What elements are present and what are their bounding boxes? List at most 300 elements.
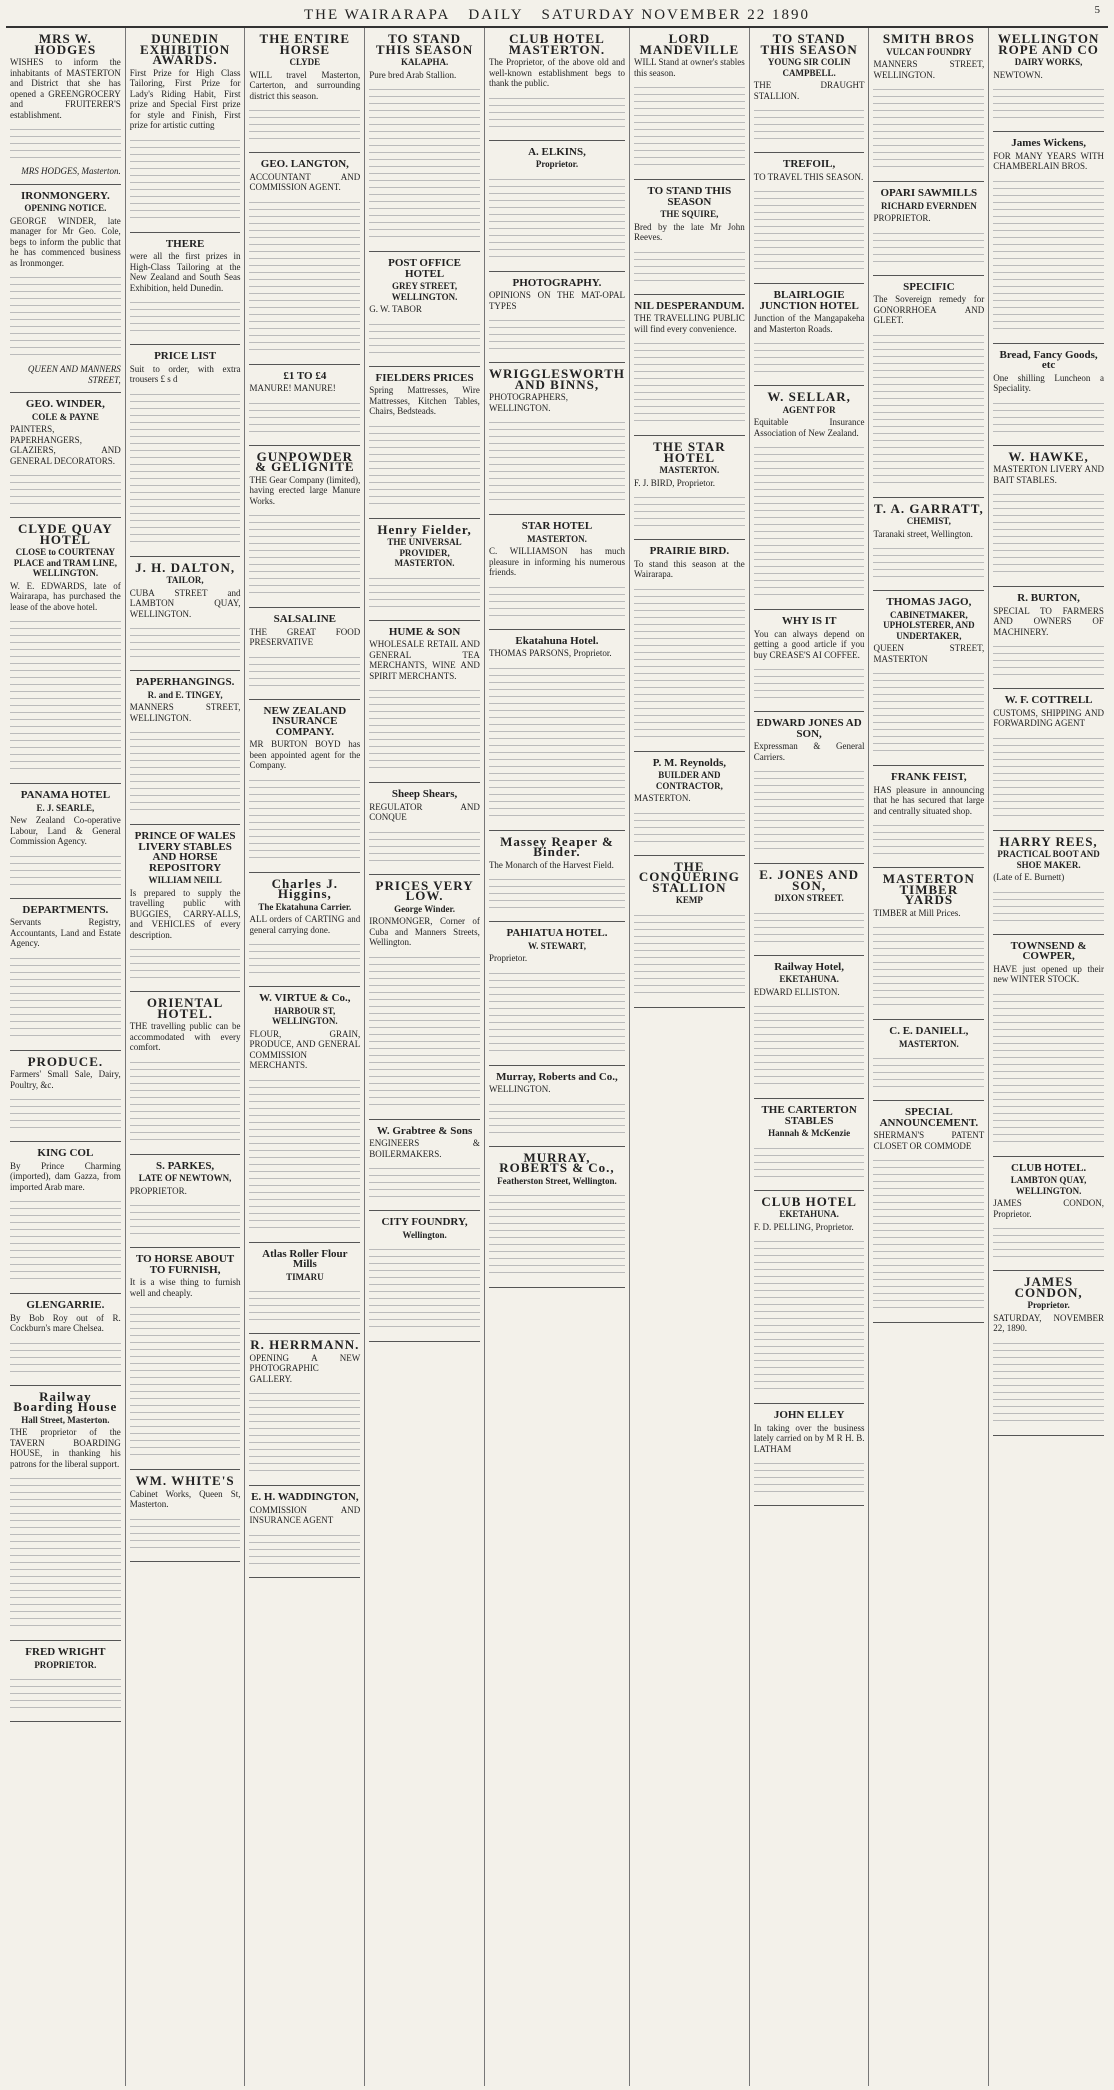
ad-subtitle: CLYDE bbox=[289, 57, 321, 67]
ad-subtitle: KALAPHA. bbox=[400, 57, 449, 67]
ad-body: TO TRAVEL THIS SEASON. bbox=[753, 171, 864, 182]
advertisement bbox=[993, 28, 1104, 132]
ad-title: CLYDE QUAY HOTEL bbox=[18, 521, 113, 547]
advertisement bbox=[489, 831, 625, 923]
ad-text-block bbox=[10, 850, 121, 890]
advertisement bbox=[369, 621, 480, 784]
ad-subtitle: MASTERTON. bbox=[898, 1038, 959, 1049]
ad-text-block bbox=[993, 640, 1104, 680]
advertisement bbox=[634, 28, 745, 180]
advertisement bbox=[873, 1101, 984, 1323]
ad-title: Ekatahuna Hotel. bbox=[515, 634, 599, 647]
advertisement bbox=[634, 436, 745, 540]
advertisement bbox=[10, 1142, 121, 1294]
ad-body: OPENING A NEW PHOTOGRAPHIC GALLERY. bbox=[249, 1352, 361, 1384]
ad-text-block bbox=[130, 943, 241, 983]
ad-title: GUNPOWDER & GELIGNITE bbox=[255, 448, 355, 474]
ad-body: SHERMAN'S PATENT CLOSET OR COMMODE bbox=[873, 1130, 985, 1151]
ad-text-block bbox=[10, 1472, 121, 1632]
ad-body: THOMAS PARSONS, Proprietor. bbox=[488, 648, 612, 658]
ad-title: THE CONQUERING STALLION bbox=[638, 858, 740, 895]
ad-text-block bbox=[754, 663, 865, 703]
advertisement bbox=[489, 630, 625, 831]
ad-body: Is prepared to supply the travelling public with BUGGIES, CARRY-ALLS, and VEHICLES of every description. bbox=[129, 887, 241, 940]
ad-body: CUBA STREET and LAMBTON QUAY, WELLINGTON. bbox=[129, 587, 241, 619]
ad-subtitle: KEMP bbox=[675, 895, 703, 905]
ad-subtitle: CHEMIST, bbox=[906, 516, 951, 526]
ad-title: W. VIRTUE & Co., bbox=[259, 992, 351, 1004]
advertisement bbox=[993, 1157, 1104, 1272]
column-7 bbox=[750, 28, 870, 2086]
ad-title: NIL DESPERANDUM. bbox=[634, 299, 745, 312]
ad-text-block bbox=[249, 104, 360, 144]
ad-body: MR BURTON BOYD has been appointed agent for the Company. bbox=[249, 739, 361, 770]
advertisement bbox=[873, 28, 984, 182]
ad-title: TO STAND THIS SEASON bbox=[647, 185, 732, 208]
advertisement bbox=[993, 1271, 1104, 1436]
ad-title: TO STAND THIS SEASON bbox=[760, 31, 858, 57]
ad-subtitle: VULCAN FOUNDRY bbox=[886, 46, 972, 57]
advertisement bbox=[249, 28, 360, 153]
ad-text-block bbox=[634, 909, 745, 999]
advertisement bbox=[489, 1066, 625, 1147]
ad-title: WHY IS IT bbox=[781, 615, 837, 627]
ad-body: One shilling Luncheon a Speciality. bbox=[993, 372, 1104, 393]
advertisement bbox=[10, 28, 121, 185]
ad-title: MASTERTON TIMBER YARDS bbox=[882, 871, 975, 907]
ad-text-block bbox=[249, 196, 360, 356]
ad-subtitle: Wellington. bbox=[402, 1229, 447, 1240]
ad-body: MANNERS STREET, WELLINGTON. bbox=[873, 59, 985, 80]
ad-text-block bbox=[634, 807, 745, 847]
advertisement bbox=[10, 899, 121, 1051]
ad-subtitle: Hannah & McKenzie bbox=[768, 1128, 851, 1138]
ad-text-block bbox=[249, 397, 360, 437]
ad-text-block bbox=[754, 907, 865, 947]
ad-body: WHOLESALE RETAIL AND GENERAL TEA MERCHANTS, WINE AND SPIRIT MERCHANTS. bbox=[369, 639, 480, 681]
advertisement bbox=[10, 518, 121, 784]
ad-subtitle: GREY STREET, WELLINGTON. bbox=[391, 281, 458, 302]
ad-subtitle: MASTERTON. bbox=[659, 465, 720, 475]
advertisement bbox=[10, 185, 121, 394]
advertisement bbox=[754, 1191, 865, 1405]
advertisement bbox=[993, 132, 1104, 344]
advertisement bbox=[249, 608, 360, 700]
ad-title: W. F. COTTRELL bbox=[1004, 694, 1093, 706]
ad-title: S. PARKES, bbox=[156, 1159, 215, 1172]
ad-title: CLUB HOTEL. bbox=[1010, 1161, 1087, 1174]
ad-subtitle: DIXON STREET. bbox=[774, 893, 844, 903]
advertisement bbox=[130, 345, 241, 557]
ad-title: THERE bbox=[165, 237, 205, 250]
ad-body: COMMISSION AND INSURANCE AGENT bbox=[249, 1504, 361, 1525]
advertisement bbox=[754, 28, 865, 153]
ad-text-block bbox=[130, 134, 241, 224]
advertisement bbox=[369, 519, 480, 621]
ad-title: THE CARTERTON STABLES bbox=[761, 1104, 857, 1127]
ad-text-block bbox=[873, 667, 984, 757]
ad-text-block bbox=[10, 1093, 121, 1133]
advertisement bbox=[130, 1248, 241, 1470]
ad-title: TO HORSE ABOUT TO FURNISH, bbox=[135, 1253, 235, 1276]
column-8 bbox=[869, 28, 989, 2086]
ad-title: MRS W. HODGES bbox=[34, 31, 97, 57]
advertisement bbox=[873, 182, 984, 276]
advertisement bbox=[130, 992, 241, 1155]
ad-text-block bbox=[10, 615, 121, 775]
ad-text-block bbox=[754, 185, 865, 275]
advertisement bbox=[249, 1334, 360, 1486]
ad-title: T. A. GARRATT, bbox=[873, 500, 984, 516]
ad-body: PROPRIETOR. bbox=[873, 213, 931, 223]
ad-subtitle: Hall Street, Masterton. bbox=[21, 1414, 110, 1425]
ad-title: SPECIAL ANNOUNCEMENT. bbox=[879, 1106, 979, 1129]
ad-title: WM. WHITE'S bbox=[135, 1473, 235, 1488]
advertisement bbox=[993, 689, 1104, 831]
ad-body: Expressman & General Carriers. bbox=[753, 741, 865, 762]
ad-text-block bbox=[634, 81, 745, 171]
ad-subtitle: OPENING NOTICE. bbox=[24, 203, 107, 213]
ad-text-block bbox=[10, 271, 121, 361]
advertisement bbox=[249, 987, 360, 1243]
ad-text-block bbox=[10, 123, 121, 163]
advertisement bbox=[754, 610, 865, 712]
ad-title: Railway Hotel, bbox=[774, 960, 844, 973]
ad-text-block bbox=[249, 651, 360, 691]
ad-body: HAS pleasure in announcing that he has secured that large and centrally situated shop. bbox=[873, 784, 985, 816]
ad-body: JAMES CONDON, Proprietor. bbox=[993, 1198, 1104, 1219]
ad-text-block bbox=[249, 509, 360, 599]
ad-title: LORD MANDEVILLE bbox=[639, 31, 740, 57]
ad-subtitle: R. and E. TINGEY, bbox=[147, 689, 223, 700]
column-1 bbox=[6, 28, 126, 2086]
ad-text-block bbox=[130, 296, 241, 336]
ad-title: POST OFFICE HOTEL bbox=[388, 257, 461, 280]
ad-text-block bbox=[249, 1285, 360, 1325]
advertisement bbox=[873, 276, 984, 498]
ad-title: STAR HOTEL bbox=[521, 520, 593, 532]
ad-body: THE travelling public can be accommodated with every comfort. bbox=[129, 1021, 241, 1052]
advertisement bbox=[754, 712, 865, 864]
ad-body: WILL travel Masterton, Carterton, and surrounding district this season. bbox=[249, 69, 361, 101]
advertisement bbox=[993, 831, 1104, 935]
ad-text-block bbox=[130, 1056, 241, 1146]
ad-subtitle: EKETAHUNA. bbox=[779, 1209, 839, 1219]
ad-body: WELLINGTON. bbox=[488, 1084, 551, 1094]
ad-body: WILL Stand at owner's stables this season. bbox=[634, 57, 745, 78]
ad-text-block bbox=[130, 726, 241, 816]
ad-text-block bbox=[249, 774, 360, 864]
ad-text-block bbox=[130, 388, 241, 548]
ad-title: £1 TO £4 bbox=[283, 369, 327, 382]
ad-text-block bbox=[873, 227, 984, 267]
ad-subtitle: AGENT FOR bbox=[782, 404, 836, 415]
ad-title: Railway Boarding House bbox=[13, 1388, 118, 1414]
advertisement bbox=[130, 28, 241, 233]
ad-title: GEO. WINDER, bbox=[25, 398, 105, 410]
advertisement bbox=[873, 766, 984, 868]
advertisement bbox=[754, 1404, 865, 1506]
advertisement bbox=[130, 825, 241, 992]
ad-text-block bbox=[369, 951, 480, 1111]
ad-body: REGULATOR AND CONQUE bbox=[369, 801, 480, 822]
ad-title: CLUB HOTEL MASTERTON. bbox=[508, 31, 606, 57]
advertisement bbox=[873, 1020, 984, 1101]
ad-subtitle: MASTERTON. bbox=[527, 533, 587, 544]
ad-text-block bbox=[754, 441, 865, 601]
ad-text-block bbox=[369, 826, 480, 866]
ad-body: MANURE! MANURE! bbox=[249, 383, 336, 393]
advertisement bbox=[369, 367, 480, 519]
advertisement bbox=[754, 386, 865, 610]
ad-title: PRODUCE. bbox=[27, 1053, 104, 1069]
ad-subtitle: PROPRIETOR. bbox=[34, 1659, 97, 1670]
ad-subtitle: TIMARU bbox=[286, 1271, 324, 1282]
advertisement bbox=[130, 671, 241, 825]
ad-title: PAHIATUA HOTEL. bbox=[506, 927, 608, 939]
page-number: 5 bbox=[1094, 4, 1102, 16]
advertisement bbox=[130, 557, 241, 672]
ad-text-block bbox=[993, 175, 1104, 335]
ad-title: GEO. LANGTON, bbox=[260, 158, 349, 170]
ad-text-block bbox=[489, 662, 625, 822]
ad-title: KING COL bbox=[37, 1147, 94, 1159]
ad-title: TOWNSEND & COWPER, bbox=[1010, 939, 1087, 962]
ad-title: THE ENTIRE HORSE bbox=[259, 31, 351, 57]
ad-body: You can always depend on getting a good article if you buy CREASE'S AI COFFEE. bbox=[753, 628, 865, 660]
ad-title: Charles J. Higgins, bbox=[271, 875, 338, 901]
advertisement bbox=[10, 1294, 121, 1386]
ad-text-block bbox=[369, 572, 480, 612]
ad-body: HAVE just opened up their new WINTER STOCK. bbox=[993, 963, 1104, 984]
ad-text-block bbox=[873, 542, 984, 582]
ad-text-block bbox=[873, 1052, 984, 1092]
ad-title: THOMAS JAGO, bbox=[886, 596, 972, 608]
ad-subtitle: YOUNG SIR COLIN CAMPBELL. bbox=[767, 57, 851, 78]
ad-body: C. WILLIAMSON has much pleasure in informing his numerous friends. bbox=[488, 546, 626, 577]
ad-body: ENGINEERS & BOILERMAKERS. bbox=[369, 1138, 480, 1159]
ad-body: MASTERTON. bbox=[634, 793, 691, 803]
ad-text-block bbox=[10, 469, 121, 509]
ad-title: W. HAWKE, bbox=[1008, 448, 1089, 464]
ad-title: NEW ZEALAND INSURANCE COMPANY. bbox=[263, 704, 347, 738]
ad-signature: QUEEN AND MANNERS STREET, bbox=[27, 364, 121, 385]
ad-subtitle: George Winder. bbox=[394, 903, 455, 914]
ad-subtitle: TAILOR, bbox=[166, 575, 204, 585]
ad-title: Murray, Roberts and Co., bbox=[496, 1070, 618, 1083]
ad-body: ACCOUNTANT AND COMMISSION AGENT. bbox=[249, 171, 361, 192]
ad-body: GEORGE WINDER, late manager for Mr Geo. Cole, begs to inform the public that he has commenced business as Ironmonger. bbox=[10, 215, 121, 268]
advertisement bbox=[634, 180, 745, 295]
ad-body: MASTERTON LIVERY AND BAIT STABLES. bbox=[993, 464, 1104, 485]
ad-text-block bbox=[873, 83, 984, 173]
ad-body: THE proprietor of the TAVERN BOARDING HOUSE, in thanking his patrons for the liberal support. bbox=[10, 1427, 121, 1469]
ad-title: EDWARD JONES AD SON, bbox=[756, 717, 862, 740]
masthead-title: THE WAIRARAPA bbox=[303, 6, 451, 23]
ad-title: PAPERHANGINGS. bbox=[135, 676, 235, 688]
ad-subtitle: Featherston Street, Wellington. bbox=[497, 1175, 617, 1186]
ad-subtitle: HARBOUR ST, WELLINGTON. bbox=[272, 1005, 338, 1026]
ad-subtitle: EKETAHUNA. bbox=[779, 974, 839, 984]
ad-text-block bbox=[754, 1457, 865, 1497]
ad-text-block bbox=[754, 104, 865, 144]
ad-body: Equitable Insurance Association of New Zealand. bbox=[753, 417, 865, 438]
masthead bbox=[6, 4, 1108, 28]
ad-subtitle: RICHARD EVERNDEN bbox=[880, 200, 977, 211]
ad-subtitle: BUILDER AND CONTRACTOR, bbox=[655, 770, 723, 791]
advertisement bbox=[754, 864, 865, 956]
ad-title: J. H. DALTON, bbox=[135, 559, 236, 575]
ad-subtitle: THE UNIVERSAL PROVIDER, MASTERTON. bbox=[387, 537, 462, 568]
ad-body: Cabinet Works, Queen St, Masterton. bbox=[129, 1488, 241, 1509]
ad-title: JAMES CONDON, bbox=[1014, 1274, 1083, 1300]
ad-body: It is a wise thing to furnish well and cheaply. bbox=[129, 1277, 241, 1298]
ad-text-block bbox=[873, 921, 984, 1011]
ad-text-block bbox=[10, 1195, 121, 1285]
ad-title: TREFOIL, bbox=[782, 158, 836, 170]
ad-text-block bbox=[130, 1301, 241, 1461]
ad-title: PANAMA HOTEL bbox=[20, 789, 111, 801]
ad-body: THE DRAUGHT STALLION. bbox=[753, 80, 865, 101]
ad-title: CITY FOUNDRY, bbox=[381, 1216, 468, 1228]
ad-title: GLENGARRIE. bbox=[26, 1299, 105, 1311]
ad-text-block bbox=[873, 329, 984, 489]
ad-title: R. BURTON, bbox=[1017, 592, 1080, 604]
ad-body: Proprietor. bbox=[488, 953, 528, 963]
ad-title: E. JONES AND SON, bbox=[759, 867, 859, 893]
ad-text-block bbox=[130, 622, 241, 662]
ad-text-block bbox=[993, 83, 1104, 123]
ad-text-block bbox=[993, 988, 1104, 1148]
ad-text-block bbox=[489, 416, 625, 506]
ad-body: FOR MANY YEARS WITH CHAMBERLAIN BROS. bbox=[993, 150, 1104, 171]
column-5 bbox=[485, 28, 630, 2086]
ad-title: E. H. WADDINGTON, bbox=[251, 1491, 359, 1503]
ad-text-block bbox=[369, 83, 480, 243]
ad-subtitle: LAMBTON QUAY, WELLINGTON. bbox=[1010, 1175, 1087, 1196]
ad-body: SATURDAY, NOVEMBER 22, 1890. bbox=[993, 1312, 1104, 1333]
ad-text-block bbox=[754, 765, 865, 855]
advertisement bbox=[489, 922, 625, 1066]
ad-text-block bbox=[634, 583, 745, 743]
ad-body: Junction of the Mangapakeha and Masterton Roads. bbox=[753, 313, 865, 334]
ad-body: THE GREAT FOOD PRESERVATIVE bbox=[249, 626, 361, 647]
ad-body: Bred by the late Mr John Reeves. bbox=[634, 221, 745, 242]
advertisement bbox=[489, 272, 625, 364]
ad-body: To stand this season at the Wairarapa. bbox=[634, 558, 745, 579]
advertisement bbox=[249, 1486, 360, 1578]
advertisement bbox=[369, 28, 480, 252]
ad-title: Massey Reaper & Binder. bbox=[500, 833, 614, 859]
ad-text-block bbox=[754, 1000, 865, 1090]
advertisement bbox=[130, 1470, 241, 1562]
advertisement bbox=[249, 700, 360, 873]
ad-body: PAINTERS, PAPERHANGERS, GLAZIERS, AND GENERAL DECORATORS. bbox=[10, 424, 121, 466]
ad-title: P. M. Reynolds, bbox=[652, 756, 726, 769]
ad-title: HUME & SON bbox=[388, 625, 461, 638]
ad-text-block bbox=[993, 397, 1104, 437]
ad-title: FIELDERS PRICES bbox=[375, 371, 474, 384]
ad-title: DUNEDIN EXHIBITION AWARDS. bbox=[140, 31, 231, 67]
ad-text-block bbox=[249, 1074, 360, 1234]
ad-body: THE TRAVELLING PUBLIC will find every convenience. bbox=[634, 313, 745, 334]
ad-text-block bbox=[489, 314, 625, 354]
ad-body: IRONMONGER, Corner of Cuba and Manners Streets, Wellington. bbox=[369, 916, 480, 947]
ad-text-block bbox=[634, 246, 745, 286]
ad-text-block bbox=[873, 1154, 984, 1314]
ad-text-block bbox=[754, 337, 865, 377]
advertisement bbox=[634, 856, 745, 1008]
ad-text-block bbox=[634, 337, 745, 427]
ad-body: The Proprietor, of the above old and well-known establishment begs to thank the public. bbox=[488, 57, 626, 88]
ad-title: PRICES VERY LOW. bbox=[375, 877, 474, 903]
ad-title: PRAIRIE BIRD. bbox=[649, 545, 730, 557]
ad-text-block bbox=[873, 819, 984, 859]
ad-title: SMITH BROS bbox=[882, 31, 975, 46]
ad-subtitle: Proprietor. bbox=[1027, 1300, 1070, 1310]
ad-text-block bbox=[130, 1199, 241, 1239]
ad-body: In taking over the business lately carried on by M R H. B. LATHAM bbox=[753, 1422, 865, 1454]
columns bbox=[6, 28, 1108, 2086]
ad-text-block bbox=[130, 1513, 241, 1553]
masthead-date: SATURDAY NOVEMBER 22 1890 bbox=[541, 6, 811, 23]
ad-body: MANNERS STREET, WELLINGTON. bbox=[129, 702, 241, 723]
ad-body: F. D. PELLING, Proprietor. bbox=[753, 1221, 854, 1232]
ad-subtitle: W. STEWART, bbox=[527, 940, 586, 951]
ad-body: Suit to order, with extra trousers £ s d bbox=[129, 363, 241, 384]
ad-text-block bbox=[993, 886, 1104, 926]
ad-text-block bbox=[249, 938, 360, 978]
column-9 bbox=[989, 28, 1108, 2086]
ad-body: PROPRIETOR. bbox=[129, 1185, 187, 1196]
ad-text-block bbox=[369, 420, 480, 510]
ad-subtitle: PRACTICAL BOOT AND SHOE MAKER. bbox=[997, 849, 1100, 870]
ad-text-block bbox=[993, 1222, 1104, 1262]
ad-body: By Prince Charming (imported), dam Gazza, from imported Arab mare. bbox=[10, 1160, 121, 1192]
ad-body: Spring Mattresses, Wire Mattresses, Kitchen Tables, Chairs, Bedsteads. bbox=[369, 385, 480, 416]
advertisement bbox=[754, 956, 865, 1100]
ad-body: PHOTOGRAPHERS, WELLINGTON. bbox=[488, 392, 569, 413]
ad-title: BLAIRLOGIE JUNCTION HOTEL bbox=[759, 289, 859, 312]
advertisement bbox=[993, 935, 1104, 1157]
ad-body: The Sovereign remedy for GONORRHOEA AND GLEET. bbox=[873, 294, 985, 325]
ad-body: G. W. TABOR bbox=[369, 304, 422, 314]
ad-text-block bbox=[369, 318, 480, 358]
ad-text-block bbox=[10, 1337, 121, 1377]
ad-body: W. E. EDWARDS, late of Wairarapa, has purchased the lease of the above hotel. bbox=[10, 580, 121, 612]
advertisement bbox=[754, 153, 865, 284]
ad-body: F. J. BIRD, Proprietor. bbox=[634, 477, 716, 488]
ad-text-block bbox=[249, 1529, 360, 1569]
ad-title: James Wickens, bbox=[1011, 137, 1086, 149]
advertisement bbox=[10, 393, 121, 518]
ad-body: Servants Registry, Accountants, Land and Estate Agency. bbox=[10, 917, 121, 948]
ad-title: Bread, Fancy Goods, etc bbox=[999, 348, 1098, 371]
ad-title: Henry Fielder, bbox=[377, 521, 472, 537]
advertisement bbox=[249, 153, 360, 365]
ad-title: THE STAR HOTEL bbox=[653, 439, 726, 465]
ad-subtitle: The Ekatahuna Carrier. bbox=[258, 901, 352, 912]
advertisement bbox=[634, 295, 745, 437]
advertisement bbox=[754, 284, 865, 386]
column-4 bbox=[365, 28, 485, 2086]
ad-subtitle: CABINETMAKER, UPHOLSTERER, AND UNDERTAKER, bbox=[883, 609, 975, 641]
ad-title: C. E. DANIELL, bbox=[889, 1025, 969, 1037]
ad-body: were all the first prizes in High-Class Tailoring at the New Zealand and South Seas Exhibition, held Dunedin. bbox=[129, 251, 241, 293]
advertisement bbox=[489, 141, 625, 272]
ad-body: QUEEN STREET, MASTERTON bbox=[873, 643, 985, 664]
ad-title: SPECIFIC bbox=[903, 280, 955, 293]
